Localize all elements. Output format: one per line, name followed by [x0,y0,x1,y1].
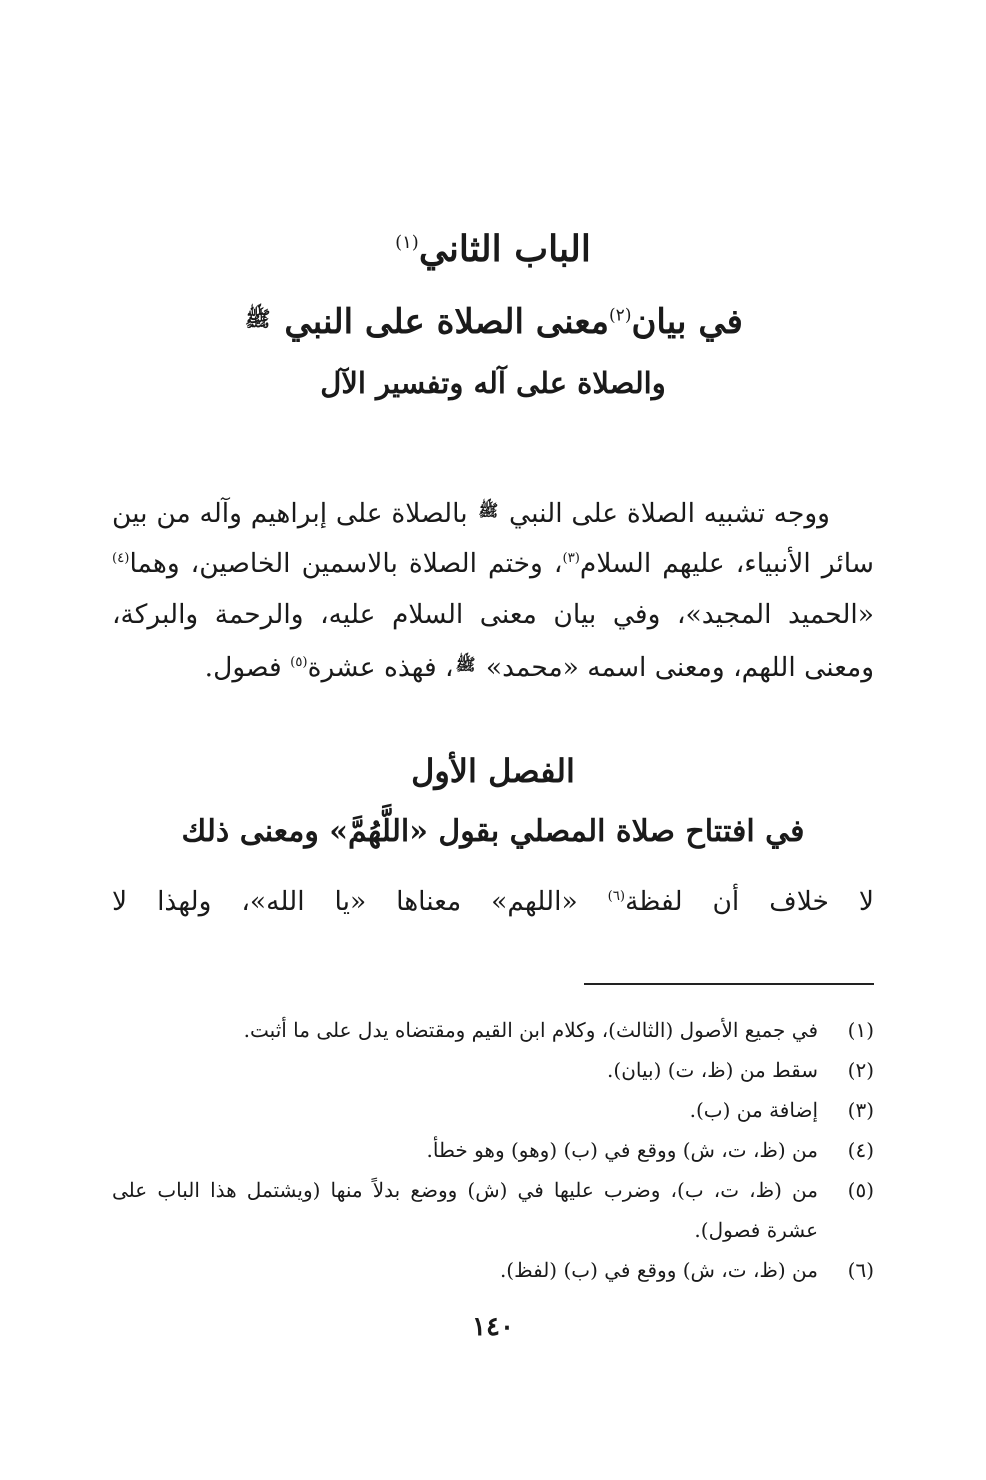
footnote-ref-3: (٣) [562,551,580,567]
body-seg-2: «اللهم» معناها «يا الله»، ولهذا لا [112,886,578,917]
chapter-subtitle-part1: في بيان [631,302,743,342]
footnote-number: (٤) [847,1138,874,1162]
footnote-divider [584,983,874,985]
section-subtitle: في افتتاح صلاة المصلي بقول «اللَّهُمَّ» ومعنى ذلك [181,814,805,849]
footnote-item [112,1050,874,1090]
footnote-item [112,1090,874,1130]
intro-seg-2: بالصلاة على إبراهيم وآله من بين سائر الأنبياء، عليهم السلام [112,497,874,580]
footnote-text: في جميع الأصول (الثالث)، وكلام ابن القيم ومقتضاه يدل على ما أثبت. [243,1018,818,1042]
footnote-ref-2: (٢) [609,305,632,326]
intro-seg-1: ووجه تشبيه الصلاة على النبي [509,497,830,529]
page-number: ١٤٠ [472,1312,514,1342]
footnote-number: (٢) [847,1058,874,1082]
footnote-number: (٦) [847,1258,874,1282]
footnote-text: من (ظ، ت، ش) ووقع في (ب) (لفظ). [499,1258,818,1282]
body-seg-1: لا خلاف أن لفظة [625,886,874,917]
chapter-subtitle-part2: معنى الصلاة على النبي [284,302,610,342]
footnote-ref-1: (١) [395,232,419,253]
footnote-text: إضافة من (ب). [689,1098,818,1122]
footnote-item [112,1170,874,1250]
footnote-number: (٣) [847,1098,874,1122]
body-paragraph [112,882,874,922]
section-title: الفصل الأول [411,752,575,790]
footnote-item [112,1250,874,1290]
footnote-item [112,1010,874,1050]
footnote-number: (٥) [847,1178,874,1202]
salla-icon: ﷺ [478,501,499,520]
chapter-subtitle [100,302,886,342]
footnotes [112,1010,874,1290]
chapter-title [100,228,886,270]
chapter-title-text: الباب الثاني [418,228,591,270]
footnote-item [112,1130,874,1170]
footnote-ref-4: (٤) [112,551,130,567]
salla-icon: ﷺ [455,655,476,675]
footnote-ref-5: (٥) [290,655,308,671]
footnote-text: من (ظ، ت، ب)، وضرب عليها في (ش) ووضع بدلاً منها (ويشتمل هذا الباب على عشرة فصول). [112,1178,818,1242]
intro-seg-5: ، فهذه عشرة [307,652,454,683]
footnote-ref-6: (٦) [607,889,626,905]
footnote-number: (١) [847,1018,874,1042]
salla-icon: ﷺ [245,305,271,331]
footnote-text: سقط من (ظ، ت) (بيان). [607,1058,818,1082]
chapter-subtitle-2: والصلاة على آله وتفسير الآل [320,366,666,400]
intro-seg-4: «الحميد المجيد»، وفي بيان معنى السلام عليه، والرحمة والبركة، ومعنى اللهم، ومعنى اسمه «محمد» [112,598,874,683]
intro-paragraph [112,486,874,694]
intro-seg-6: فصول. [204,652,282,683]
footnote-text: من (ظ، ت، ش) ووقع في (ب) (وهو) وهو خطأ. [426,1138,818,1162]
intro-seg-3: ، وختم الصلاة بالاسمين الخاصين، وهما [129,548,563,580]
